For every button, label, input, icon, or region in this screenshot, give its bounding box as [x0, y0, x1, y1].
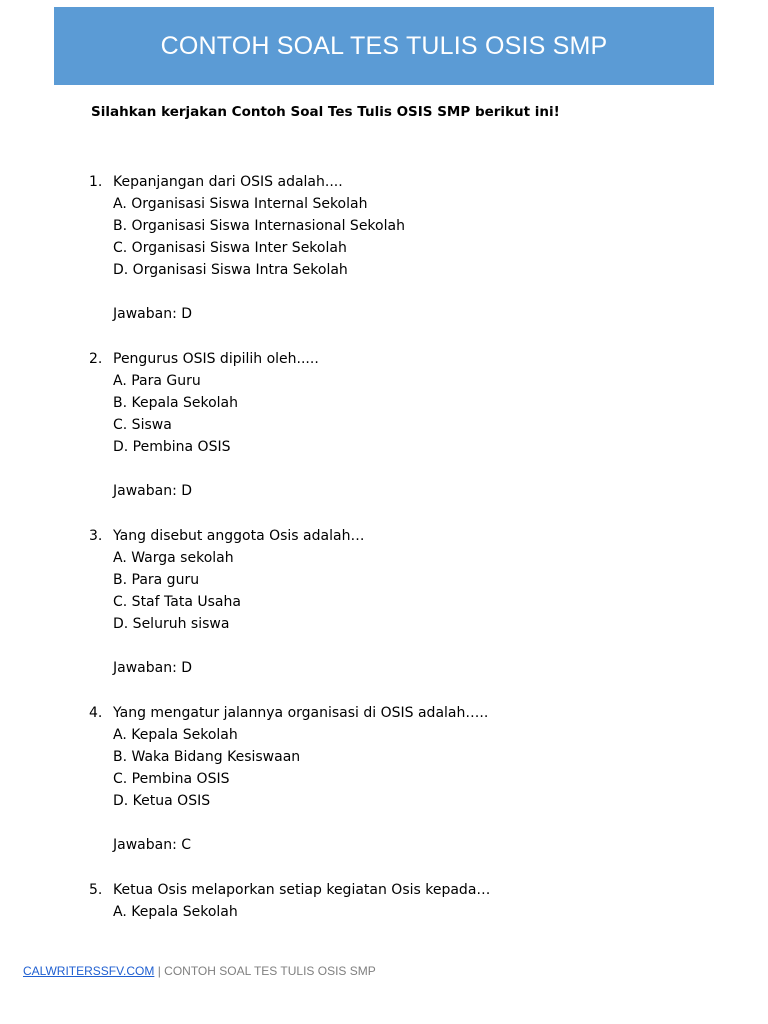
option-d: D. Organisasi Siswa Intra Sekolah: [113, 262, 348, 278]
option-a: A. Kepala Sekolah: [113, 727, 238, 743]
footer-site-link[interactable]: CALWRITERSSFV.COM: [23, 964, 155, 978]
question-text: Pengurus OSIS dipilih oleh.....: [113, 351, 319, 367]
question-number: 5.: [89, 882, 103, 898]
option-a: A. Organisasi Siswa Internal Sekolah: [113, 196, 368, 212]
option-a: A. Warga sekolah: [113, 550, 234, 566]
option-d: D. Ketua OSIS: [113, 793, 211, 809]
option-c: C. Staf Tata Usaha: [113, 594, 241, 610]
answer-key: Jawaban: C: [113, 837, 192, 853]
question-text: Kepanjangan dari OSIS adalah....: [113, 174, 343, 190]
footer-document-title: CONTOH SOAL TES TULIS OSIS SMP: [164, 964, 376, 978]
question-number: 4.: [89, 705, 103, 721]
option-b: B. Waka Bidang Kesiswaan: [113, 749, 301, 765]
page-footer: [23, 964, 376, 978]
question-text: Yang disebut anggota Osis adalah…: [113, 528, 365, 544]
answer-key: Jawaban: D: [113, 306, 193, 322]
option-d: D. Pembina OSIS: [113, 439, 231, 455]
question-number: 3.: [89, 528, 103, 544]
page-title: CONTOH SOAL TES TULIS OSIS SMP: [160, 31, 608, 60]
option-c: C. Organisasi Siswa Inter Sekolah: [113, 240, 347, 256]
option-c: C. Siswa: [113, 417, 172, 433]
option-d: D. Seluruh siswa: [113, 616, 230, 632]
answer-key: Jawaban: D: [113, 660, 193, 676]
option-a: A. Kepala Sekolah: [113, 904, 238, 920]
intro-instruction: Silahkan kerjakan Contoh Soal Tes Tulis OSIS SMP berikut ini!: [91, 104, 560, 120]
option-b: B. Kepala Sekolah: [113, 395, 239, 411]
question-number: 2.: [89, 351, 103, 367]
option-a: A. Para Guru: [113, 373, 201, 389]
option-b: B. Para guru: [113, 572, 200, 588]
question-number: 1.: [89, 174, 103, 190]
question-2: [89, 348, 709, 502]
question-1: [89, 171, 709, 325]
option-c: C. Pembina OSIS: [113, 771, 230, 787]
answer-key: Jawaban: D: [113, 483, 193, 499]
option-b: B. Organisasi Siswa Internasional Sekolah: [113, 218, 405, 234]
question-text: Ketua Osis melaporkan setiap kegiatan Osis kepada…: [113, 882, 491, 898]
question-5: [89, 879, 709, 923]
question-4: [89, 702, 709, 856]
question-3: [89, 525, 709, 679]
question-text: Yang mengatur jalannya organisasi di OSIS adalah…..: [113, 705, 489, 721]
footer-separator: |: [154, 964, 165, 978]
